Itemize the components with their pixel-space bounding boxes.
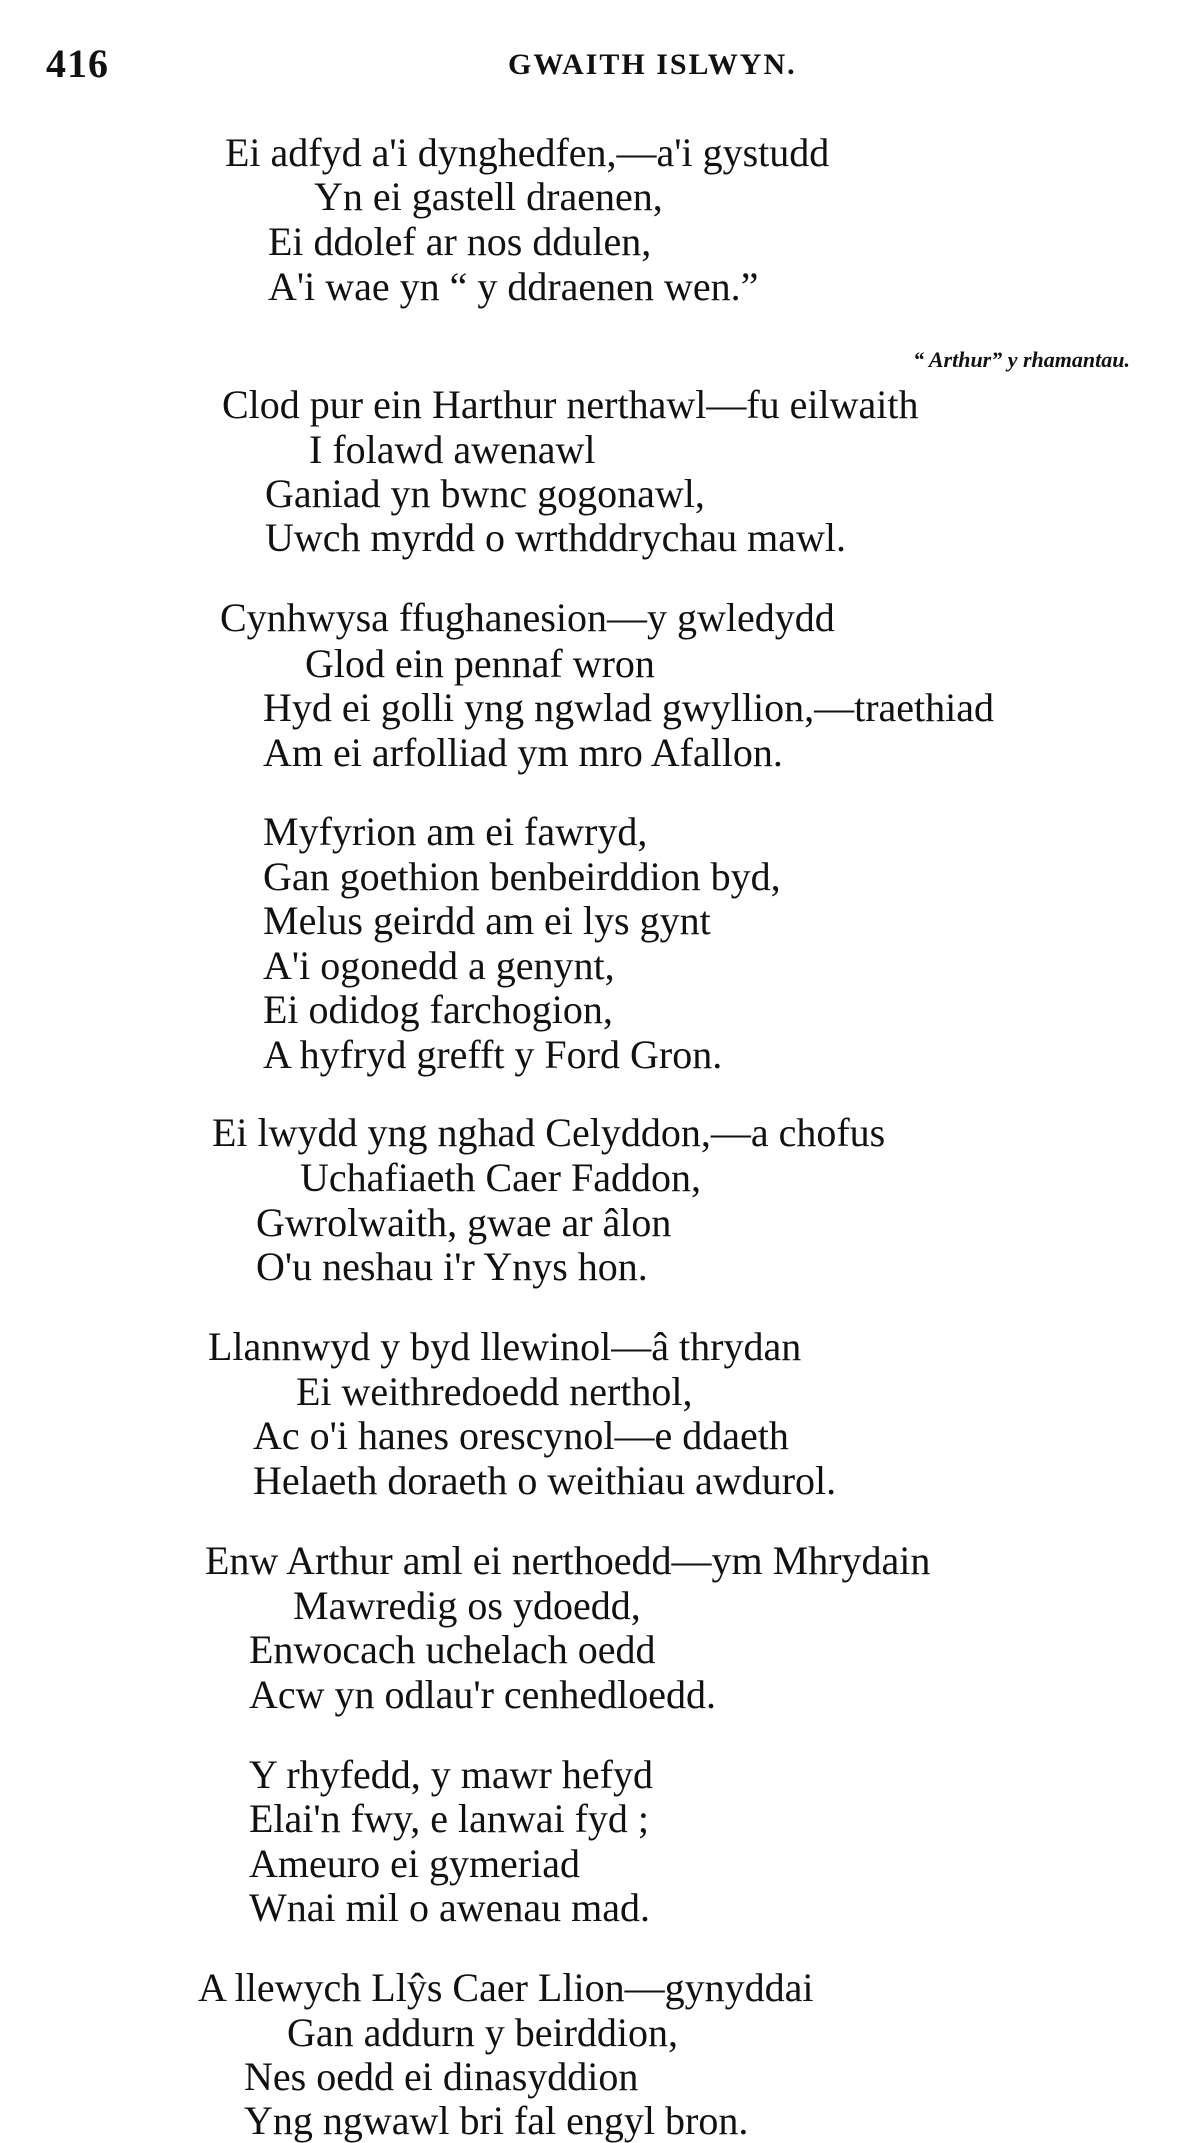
page-number: 416 [46,41,109,86]
poem-line: Yn ei gastell draenen, [314,174,663,219]
poem-line: Ei adfyd a'i dynghedfen,—a'i gystudd [225,130,830,175]
poem-line: A hyfryd grefft y Ford Gron. [263,1032,723,1077]
poem-line: Nes oedd ei dinasyddion [244,2054,639,2099]
poem-line: Acw yn odlau'r cenhedloedd. [249,1672,717,1717]
poem-line: Clod pur ein Harthur nerthawl—fu eilwaith [222,382,919,427]
poem-line: Yng ngwawl bri fal engyl bron. [244,2098,749,2143]
poem-line: Elai'n fwy, e lanwai fyd ; [249,1796,650,1841]
poem-line: A'i ogonedd a genynt, [263,943,615,988]
poem-line: Wnai mil o awenau mad. [249,1885,650,1930]
poem-line: I folawd awenawl [309,427,596,472]
poem-line: Llannwyd y byd llewinol—â thrydan [208,1324,802,1369]
poem-line: Ganiad yn bwnc gogonawl, [265,471,705,516]
poem-line: Helaeth doraeth o weithiau awdurol. [253,1458,837,1503]
running-head: GWAITH ISLWYN. [508,48,797,81]
poem-line: Gan goethion benbeirddion byd, [263,854,781,899]
poem-line: Hyd ei golli yng ngwlad gwyllion,—traethiad [263,685,994,730]
poem-line: Uwch myrdd o wrthddrychau mawl. [265,515,846,560]
poem-line: Ameuro ei gymeriad [249,1841,580,1886]
poem-line: Ei ddolef ar nos ddulen, [268,219,652,264]
poem-line: Ei odidog farchogion, [263,987,613,1032]
poem-line: Myfyrion am ei fawryd, [263,809,648,854]
poem-line: Ac o'i hanes orescynol—e ddaeth [253,1413,789,1458]
poem-line: Gan addurn y beirddion, [287,2010,679,2055]
poem-line: Cynhwysa ffughanesion—y gwledydd [220,595,835,640]
poem-line: Y rhyfedd, y mawr hefyd [249,1752,653,1797]
poem-line: Uchafiaeth Caer Faddon, [300,1155,701,1200]
poem-line: A'i wae yn “ y ddraenen wen.” [268,264,759,309]
attribution: “ Arthur” y rhamantau. [913,347,1130,372]
poem-line: O'u neshau i'r Ynys hon. [256,1244,648,1289]
poem-line: A llewych Llŷs Caer Llion—gynyddai [198,1965,814,2010]
poem-line: Glod ein pennaf wron [305,641,655,686]
poem-line: Ei weithredoedd nerthol, [296,1369,693,1414]
poem-line: Mawredig os ydoedd, [293,1583,641,1628]
poem-line: Melus geirdd am ei lys gynt [263,898,711,943]
poem-line: Gwrolwaith, gwae ar âlon [256,1200,672,1245]
poem-line: Enwocach uchelach oedd [249,1627,656,1672]
poem-line: Enw Arthur aml ei nerthoedd—ym Mhrydain [205,1538,931,1583]
poem-line: Am ei arfolliad ym mro Afallon. [263,730,783,775]
poem-line: Ei lwydd yng nghad Celyddon,—a chofus [212,1110,886,1155]
